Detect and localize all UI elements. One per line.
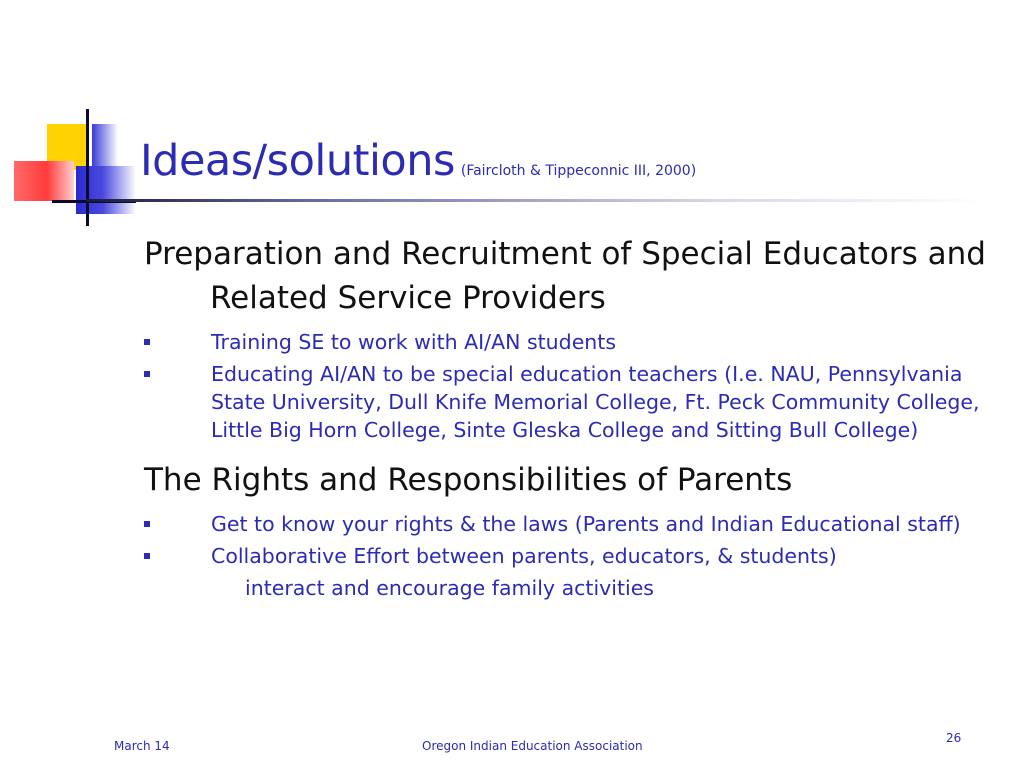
square-bullet-icon [144, 371, 150, 377]
bullet-continuation: interact and encourage family activities [245, 576, 654, 600]
title-divider [86, 199, 986, 202]
bullet-list [144, 510, 1004, 602]
logo-blue-gradient [76, 166, 136, 214]
section-heading: Preparation and Recruitment of Special Educators and Related Service Providers [144, 236, 986, 316]
bullet-text: Get to know your rights & the laws (Parents and Indian Educational staff) [211, 512, 961, 536]
square-bullet-icon [144, 339, 150, 345]
bullet-list [144, 328, 1004, 444]
slide-content [144, 232, 1004, 606]
footer-date: March 14 [114, 739, 170, 753]
section-parents [144, 458, 1004, 602]
section-heading: The Rights and Responsibilities of Parents [144, 462, 793, 498]
list-item [144, 328, 1004, 356]
bullet-text: Training SE to work with AI/AN students [211, 330, 617, 354]
square-bullet-icon [144, 553, 150, 559]
list-item [144, 542, 1004, 602]
bullet-text: Collaborative Effort between parents, educators, & students) [211, 544, 837, 568]
bullet-text: Educating AI/AN to be special education teachers (I.e. NAU, Pennsylvania State University, Dull Knife Memorial College, Ft. Peck Community College, Little Big Horn College, Sinte Gleska College and Sitting Bull College) [211, 362, 980, 442]
slide-title [140, 136, 696, 186]
logo-blue-gradient-top [92, 124, 118, 170]
section-preparation [144, 232, 1004, 444]
logo-vertical-line [86, 109, 89, 226]
square-bullet-icon [144, 521, 150, 527]
list-item [144, 360, 1004, 444]
page-number: 26 [946, 731, 962, 745]
list-item [144, 510, 1004, 538]
footer-organization: Oregon Indian Education Association [422, 739, 643, 753]
title-citation: (Faircloth & Tippeconnic III, 2000) [460, 163, 697, 179]
logo-red-gradient [14, 161, 74, 201]
title-main: Ideas/solutions [140, 136, 455, 186]
